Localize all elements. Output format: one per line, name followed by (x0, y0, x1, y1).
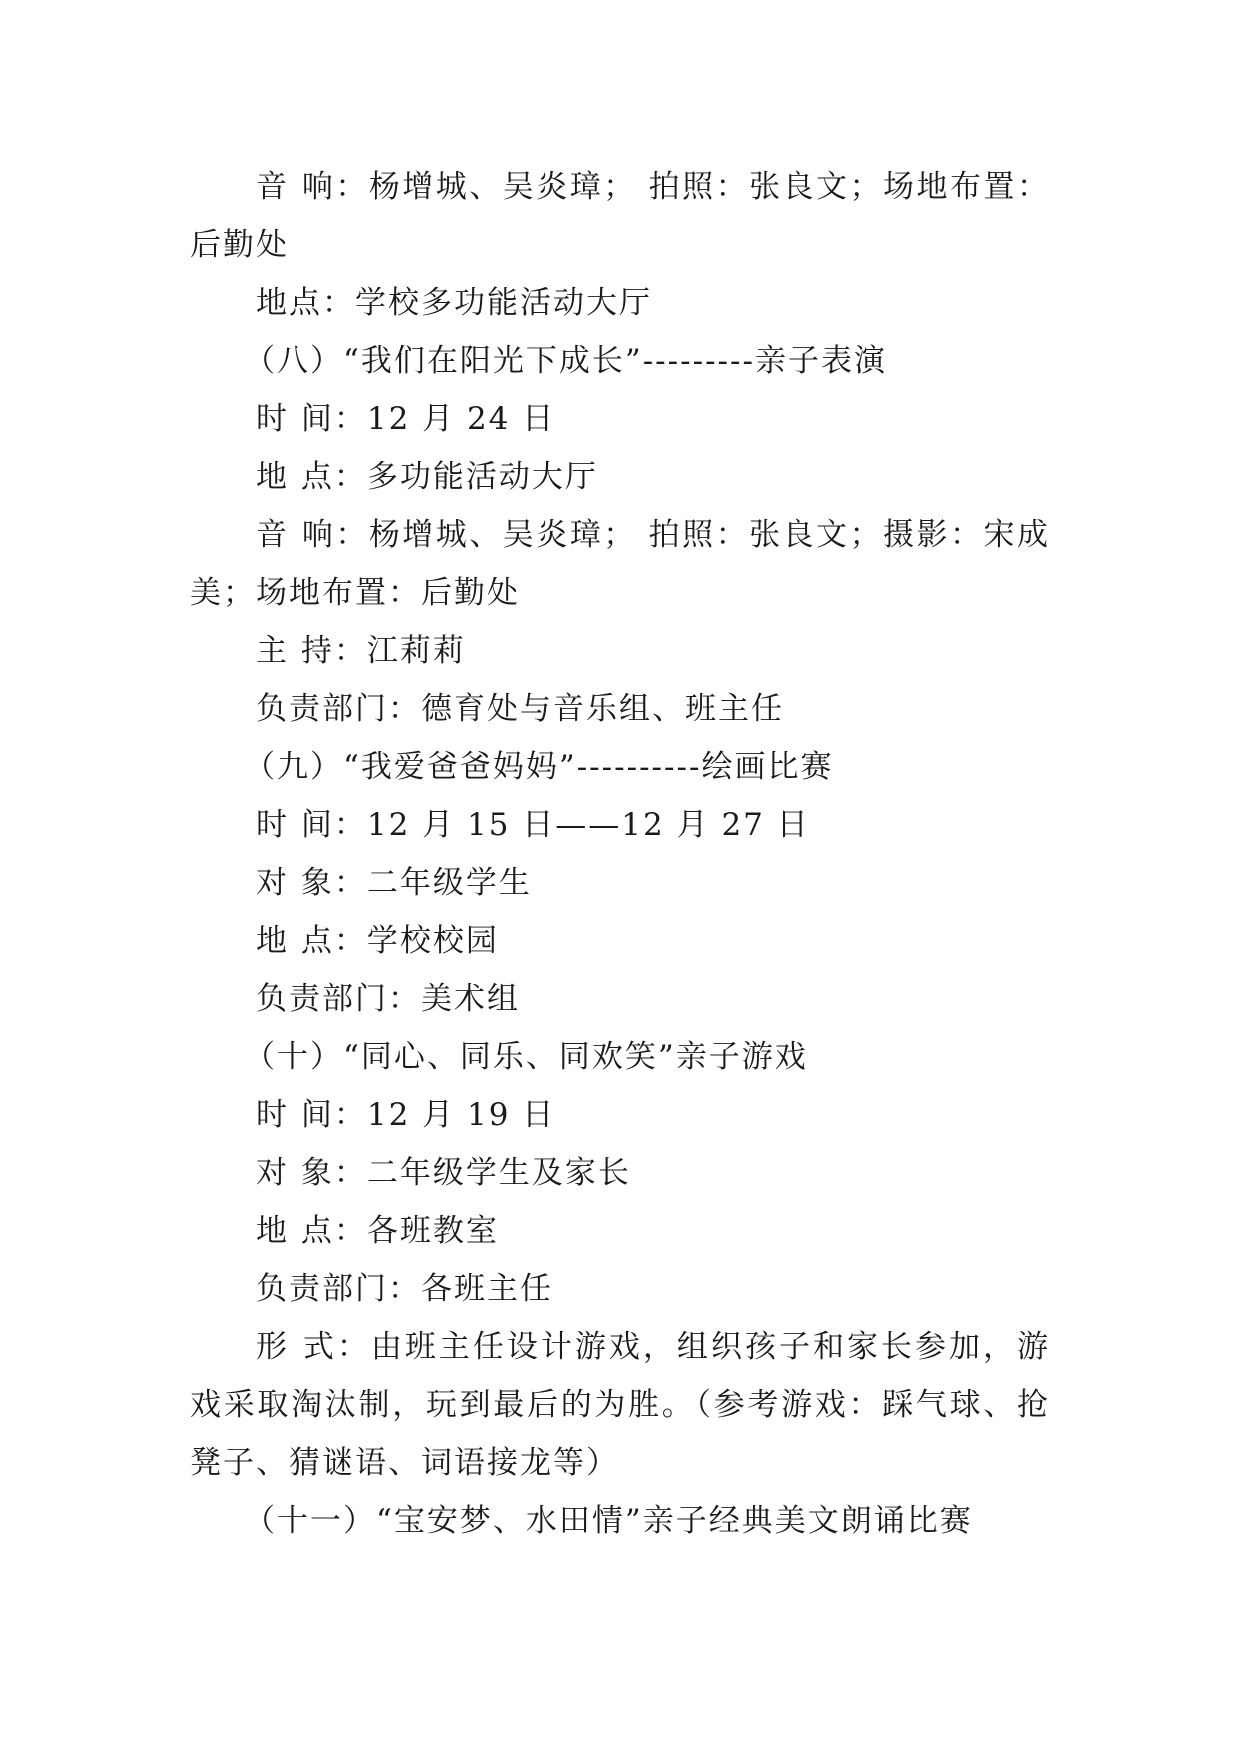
document-body (190, 158, 1050, 1550)
section-heading-9: （九）“我爱爸爸妈妈”----------绘画比赛 (244, 749, 834, 785)
paragraph-audience: 对 象：二年级学生 (256, 865, 532, 901)
paragraph-audience: 对 象：二年级学生及家长 (256, 1155, 631, 1191)
paragraph-department: 负责部门：美术组 (256, 981, 520, 1017)
paragraph-location: 地点：学校多功能活动大厅 (256, 285, 652, 321)
paragraph-time: 时 间：12 月 19 日 (256, 1097, 556, 1133)
section-heading-8: （八）“我们在阳光下成长”---------亲子表演 (244, 343, 887, 379)
paragraph-location: 地 点：多功能活动大厅 (256, 459, 598, 495)
paragraph-audio-photo: 音 响：杨增城、吴炎璋； 拍照：张良文；场地布置：后勤处 (190, 169, 1050, 263)
paragraph-time: 时 间：12 月 15 日——12 月 27 日 (256, 807, 810, 843)
paragraph-department: 负责部门：德育处与音乐组、班主任 (256, 691, 784, 727)
paragraph-audio-photo: 音 响：杨增城、吴炎璋； 拍照：张良文；摄影：宋成美；场地布置：后勤处 (190, 517, 1050, 611)
paragraph-time: 时 间：12 月 24 日 (256, 401, 556, 437)
paragraph-location: 地 点：学校校园 (256, 923, 499, 959)
paragraph-location: 地 点：各班教室 (256, 1213, 499, 1249)
section-heading-11: （十一）“宝安梦、水田情”亲子经典美文朗诵比赛 (244, 1503, 973, 1539)
paragraph-host: 主 持：江莉莉 (256, 633, 466, 669)
paragraph-department: 负责部门：各班主任 (256, 1271, 553, 1307)
paragraph-format: 形 式：由班主任设计游戏，组织孩子和家长参加，游戏采取淘汰制，玩到最后的为胜。（参考游戏：踩气球、抢凳子、猜谜语、词语接龙等） (190, 1329, 1050, 1481)
section-heading-10: （十）“同心、同乐、同欢笑”亲子游戏 (244, 1039, 808, 1075)
